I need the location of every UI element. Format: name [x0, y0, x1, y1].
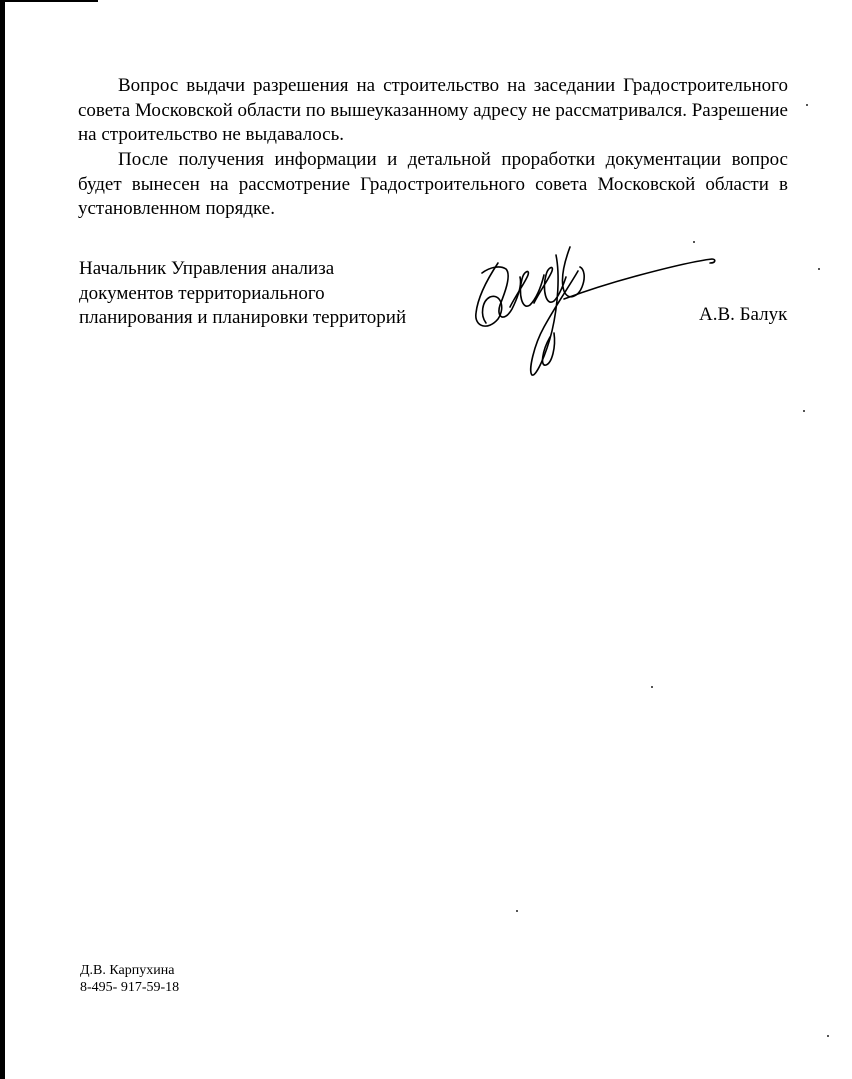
paragraph-text: Вопрос выдачи разрешения на строительство на заседании Градостроительного совета Московской области по вышеуказанному адресу не рассматривался. Разрешение на строительство не выдавалось. — [78, 75, 788, 145]
scan-edge-left — [0, 0, 5, 1079]
scan-noise — [818, 268, 820, 270]
letter-paragraph-2 — [78, 148, 788, 222]
letter-paragraph-1 — [78, 74, 788, 148]
signatory-title-line: документов территориального — [79, 282, 325, 304]
executor-info — [80, 962, 179, 996]
executor-phone: 8-495- 917-59-18 — [80, 980, 180, 995]
executor-name: Д.В. Карпухина — [80, 963, 175, 978]
signatory-title-line: планирования и планировки территорий — [79, 307, 407, 328]
paragraph-text: После получения информации и детальной проработки документации вопрос будет вынесен на рассмотрение Градостроительного совета Московской области в установленном порядке. — [78, 149, 788, 219]
signatory-title-line: Начальник Управления анализа — [79, 258, 335, 279]
scan-noise — [693, 241, 695, 243]
scan-edge-top — [0, 0, 98, 2]
scan-noise — [806, 104, 808, 106]
scan-noise — [516, 910, 518, 912]
scan-noise — [803, 410, 805, 412]
signatory-name: А.В. Балук — [699, 304, 788, 325]
scan-noise — [651, 686, 653, 688]
signatory-title — [79, 257, 406, 331]
scan-noise — [827, 1035, 829, 1037]
handwritten-signature — [460, 235, 720, 385]
